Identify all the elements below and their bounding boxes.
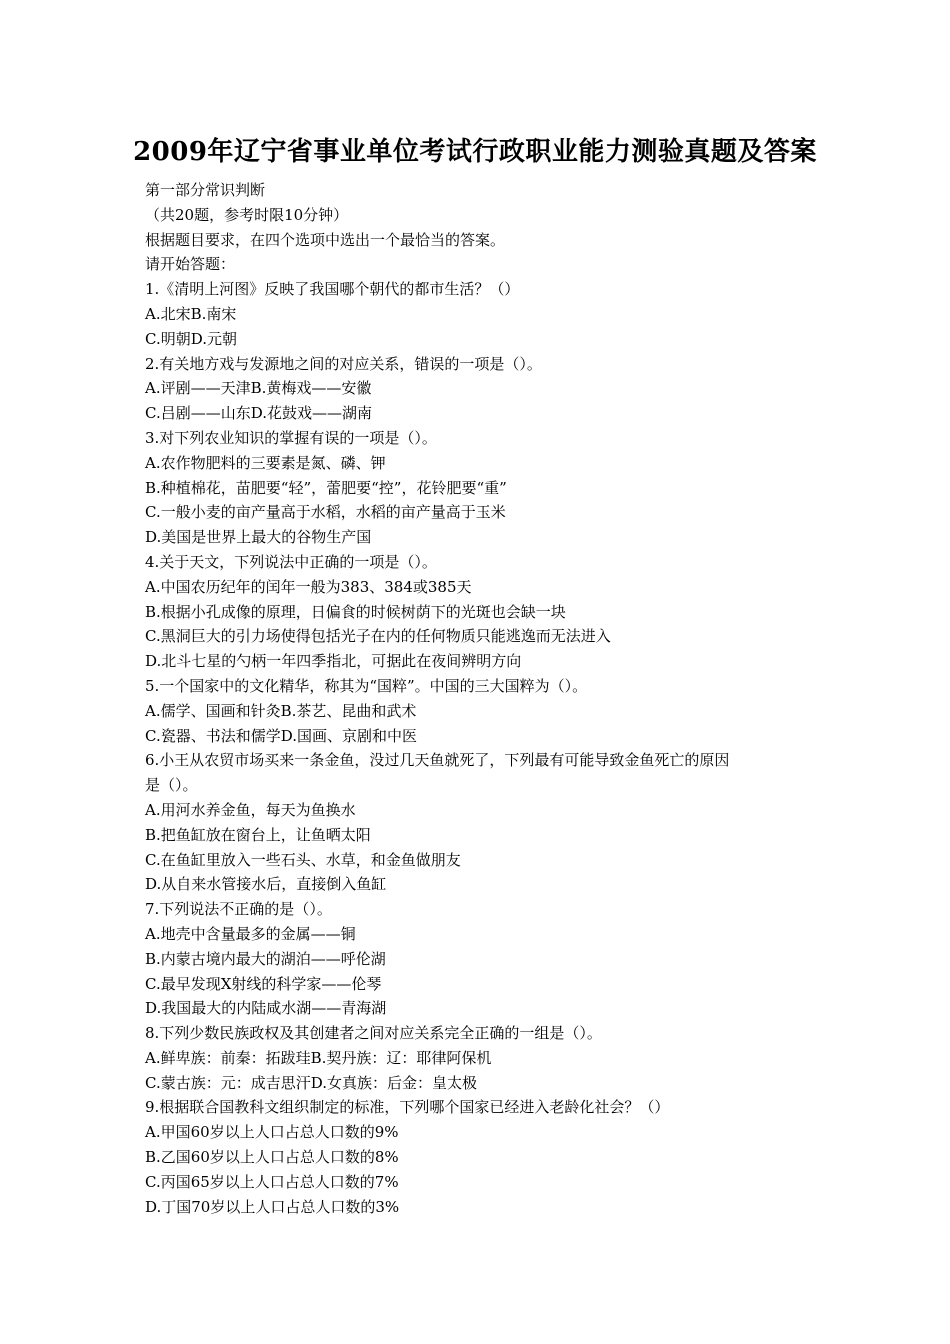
text-line: A.儒学、国画和针灸B.茶艺、昆曲和武术 (145, 701, 417, 720)
text-line: 是（）。 (145, 776, 198, 795)
text-line: D.美国是世界上最大的谷物生产国 (145, 528, 372, 547)
text-line: A.北宋B.南宋 (145, 304, 237, 323)
text-line: B.内蒙古境内最大的湖泊——呼伦湖 (145, 949, 386, 968)
text-line: A.用河水养金鱼，每天为鱼换水 (145, 800, 356, 819)
text-line: 第一部分常识判断 (145, 181, 266, 199)
text-line: C.瓷器、书法和儒学D.国画、京剧和中医 (145, 726, 417, 745)
text-line: A.地壳中含量最多的金属——铜 (145, 924, 356, 943)
text-line: （共20题，参考时限10分钟） (145, 205, 349, 224)
text-line: A.鲜卑族：前秦：拓跋珪B.契丹族：辽：耶律阿保机 (145, 1048, 492, 1067)
text-line: 根据题目要求，在四个选项中选出一个最恰当的答案。 (145, 230, 506, 249)
text-line: 2.有关地方戏与发源地之间的对应关系，错误的一项是（）。 (145, 354, 542, 373)
text-line: C.蒙古族：元：成吉思汗D.女真族：后金：皇太极 (145, 1073, 477, 1092)
text-line: 请开始答题： (145, 255, 236, 274)
text-line: D.从自来水管接水后，直接倒入鱼缸 (145, 875, 387, 894)
document-title: 2009年辽宁省事业单位考试行政职业能力测验真题及答案 (133, 137, 817, 167)
text-line: C.一般小麦的亩产量高于水稻，水稻的亩产量高于玉米 (145, 503, 506, 522)
text-line: 4.关于天文，下列说法中正确的一项是（）。 (145, 552, 437, 571)
text-line: 1.《清明上河图》反映了我国哪个朝代的都市生活？（） (145, 280, 520, 299)
text-line: B.根据小孔成像的原理，日偏食的时候树荫下的光斑也会缺一块 (145, 602, 566, 621)
text-line: 9.根据联合国教科文组织制定的标准，下列哪个国家已经进入老龄化社会？（） (145, 1098, 670, 1117)
text-line: A.农作物肥料的三要素是氮、磷、钾 (145, 453, 386, 472)
text-line: A.中国农历纪年的闰年一般为383、384或385天 (145, 577, 472, 596)
text-line: B.种植棉花，苗肥要“轻”，蕾肥要“控”，花铃肥要“重” (145, 478, 507, 497)
text-line: 5.一个国家中的文化精华，称其为“国粹”。中国的三大国粹为（）。 (145, 676, 588, 695)
text-line: C.在鱼缸里放入一些石头、水草，和金鱼做朋友 (145, 850, 461, 869)
text-line: D.我国最大的内陆咸水湖——青海湖 (145, 999, 387, 1018)
text-line: 6.小王从农贸市场买来一条金鱼，没过几天鱼就死了，下列最有可能导致金鱼死亡的原因 (145, 751, 730, 770)
text-line: B.乙国60岁以上人口占总人口数的8% (145, 1148, 399, 1167)
document-body (145, 178, 805, 1219)
text-line: C.明朝D.元朝 (145, 329, 237, 348)
text-line: 8.下列少数民族政权及其创建者之间对应关系完全正确的一组是（）。 (145, 1024, 602, 1043)
text-line: D.北斗七星的勺柄一年四季指北，可据此在夜间辨明方向 (145, 652, 522, 671)
text-line: A.评剧——天津B.黄梅戏——安徽 (145, 379, 372, 398)
text-line: 7.下列说法不正确的是（）。 (145, 900, 332, 919)
text-line: C.黑洞巨大的引力场使得包括光子在内的任何物质只能逃逸而无法进入 (145, 627, 611, 646)
text-line: C.丙国65岁以上人口占总人口数的7% (145, 1172, 399, 1191)
text-line: D.丁国70岁以上人口占总人口数的3% (145, 1197, 400, 1216)
text-line: C.最早发现X射线的科学家——伦琴 (145, 974, 382, 993)
text-line: 3.对下列农业知识的掌握有误的一项是（）。 (145, 428, 437, 447)
text-line: C.吕剧——山东D.花鼓戏——湖南 (145, 404, 372, 423)
text-line: A.甲国60岁以上人口占总人口数的9% (145, 1123, 399, 1142)
text-line: B.把鱼缸放在窗台上，让鱼晒太阳 (145, 825, 371, 844)
